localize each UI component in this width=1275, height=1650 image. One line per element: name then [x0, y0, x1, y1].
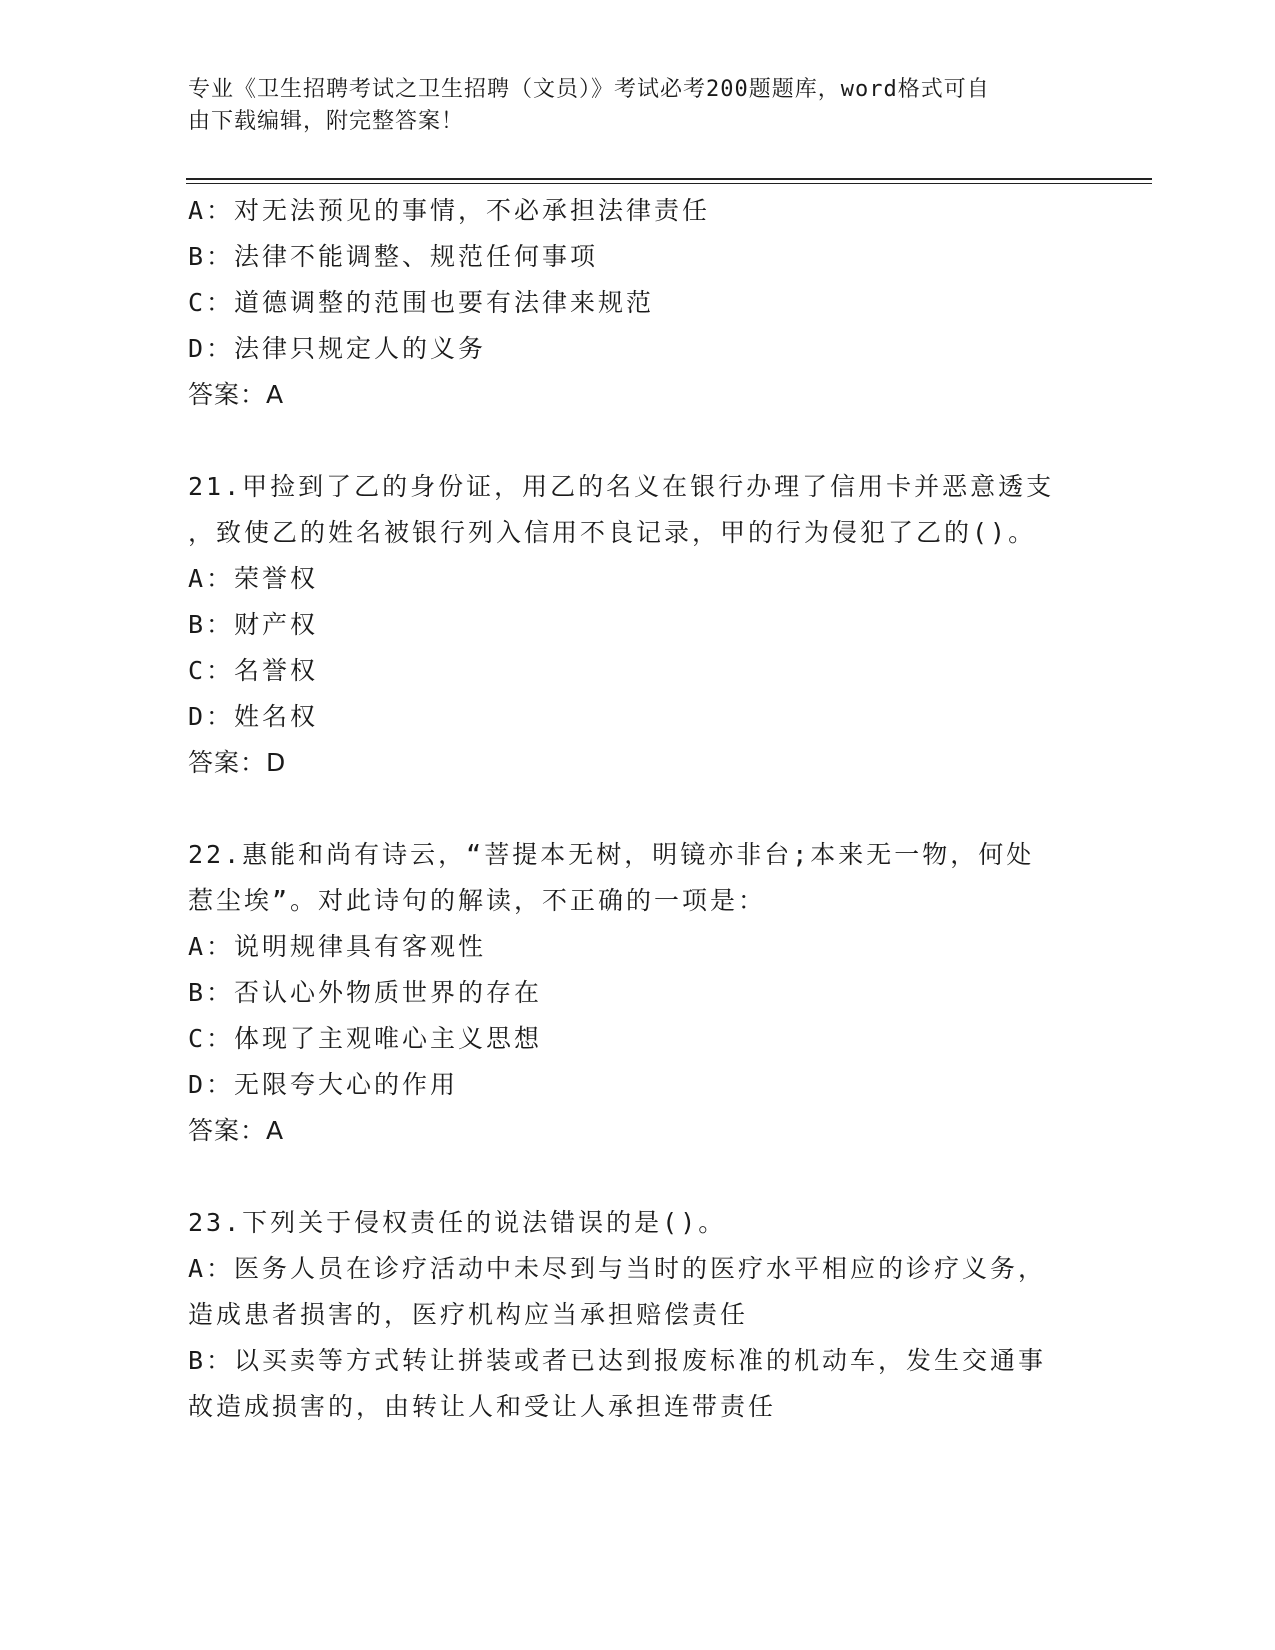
- answer: 答案：A: [188, 1116, 285, 1145]
- document-header: [188, 74, 1068, 138]
- header-divider: [186, 178, 1152, 184]
- answer: 答案：D: [188, 748, 287, 777]
- option-a: A：对无法预见的事情，不必承担法律责任: [188, 196, 711, 225]
- option-c: C：道德调整的范围也要有法律来规范: [188, 288, 655, 317]
- option-b: B：法律不能调整、规范任何事项: [188, 242, 599, 271]
- question-stem: 22.惠能和尚有诗云，“菩提本无树，明镜亦非台;本来无一物，何处: [188, 840, 1035, 869]
- option-b: B：以买卖等方式转让拼装或者已达到报废标准的机动车，发生交通事: [188, 1346, 1047, 1375]
- question-stem-cont: 惹尘埃”。对此诗句的解读，不正确的一项是：: [188, 886, 767, 915]
- question-list: [188, 188, 1088, 1430]
- option-c: C：名誉权: [188, 656, 319, 685]
- option-b: B：财产权: [188, 610, 319, 639]
- question-22: [188, 832, 1088, 1154]
- option-b: B：否认心外物质世界的存在: [188, 978, 543, 1007]
- option-a: A：说明规律具有客观性: [188, 932, 487, 961]
- option-d: D：姓名权: [188, 702, 319, 731]
- option-c: C：体现了主观唯心主义思想: [188, 1024, 543, 1053]
- question-stem-cont: ，致使乙的姓名被银行列入信用不良记录，甲的行为侵犯了乙的()。: [188, 518, 1037, 547]
- question-stem: 21.甲捡到了乙的身份证，用乙的名义在银行办理了信用卡并恶意透支: [188, 472, 1055, 501]
- option-a: A：荣誉权: [188, 564, 319, 593]
- option-a: A：医务人员在诊疗活动中未尽到与当时的医疗水平相应的诊疗义务，: [188, 1254, 1047, 1283]
- option-d: D：无限夸大心的作用: [188, 1070, 459, 1099]
- question-stem: 23.下列关于侵权责任的说法错误的是()。: [188, 1208, 727, 1237]
- question-23: [188, 1200, 1088, 1430]
- header-line-1: 专业《卫生招聘考试之卫生招聘（文员）》考试必考200题题库，word格式可自: [188, 77, 990, 102]
- question-prev: [188, 188, 1088, 418]
- option-d: D：法律只规定人的义务: [188, 334, 487, 363]
- header-line-2: 由下载编辑，附完整答案！: [188, 109, 465, 134]
- answer: 答案：A: [188, 380, 285, 409]
- option-b-cont: 故造成损害的，由转让人和受让人承担连带责任: [188, 1392, 777, 1421]
- question-21: [188, 464, 1088, 786]
- option-a-cont: 造成患者损害的，医疗机构应当承担赔偿责任: [188, 1300, 749, 1329]
